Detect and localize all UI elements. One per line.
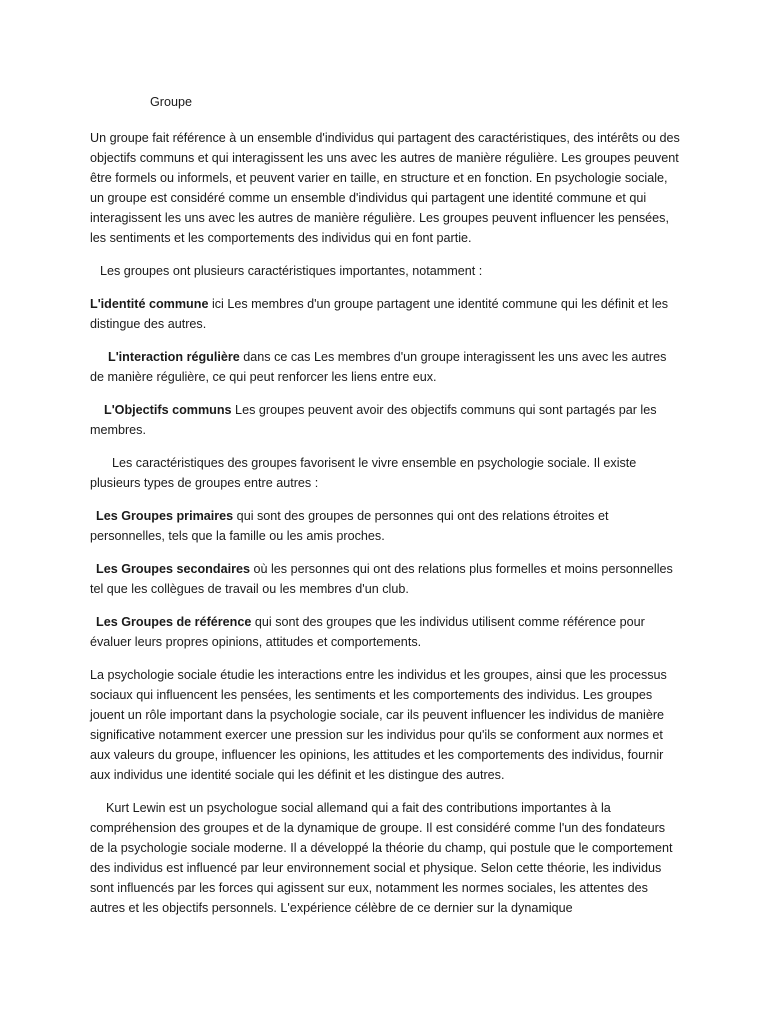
- document-title: Groupe: [150, 95, 193, 109]
- paragraph-social-psychology: La psychologie sociale étudie les interactions entre les individus et les groupes, ainsi que les processus sociaux qui influencent les pensées, les sentiments et les comportements des individus. Les groupes jouent un rôle important dans la psychologie sociale, car ils peuvent influencer les individus de manière significative notamment exercer une pression sur les individus pour qu'ils se conforment aux normes et aux valeurs du groupe, influencer les opinions, les attitudes et les comportements des individus, fournir aux individus une identité sociale qui les définit et les distingue des autres.: [90, 668, 667, 782]
- characteristic-text: dans ce cas Les membres d'un groupe interagissent les uns avec les autres de manière régulière, ce qui peut renforcer les liens entre eux.: [90, 350, 667, 384]
- group-type-term: Les Groupes primaires: [96, 509, 234, 523]
- group-type-item: [90, 506, 680, 546]
- characteristic-term: L'interaction régulière: [108, 350, 240, 364]
- group-type-item: [90, 612, 680, 652]
- characteristic-text: Les groupes peuvent avoir des objectifs communs qui sont partagés par les membres.: [90, 403, 657, 437]
- characteristic-item: [90, 400, 680, 440]
- group-type-term: Les Groupes de référence: [96, 615, 252, 629]
- paragraph-definition: Un groupe fait référence à un ensemble d'individus qui partagent des caractéristiques, des intérêts ou des objectifs communs et qui interagissent les uns avec les autres de manière régulière. Les groupes peuvent être formels ou informels, et peuvent varier en taille, en structure et en fonction. En psychologie sociale, un groupe est considéré comme un ensemble d'individus qui partagent une identité commune et qui interagissent les uns avec les autres de manière régulière. Les groupes peuvent influencer les pensées, les sentiments et les comportements des individus qui en font partie.: [90, 131, 680, 245]
- group-type-item: [90, 559, 680, 599]
- characteristic-term: L'identité commune: [90, 297, 209, 311]
- characteristic-item: [90, 347, 680, 387]
- characteristic-term: L'Objectifs communs: [104, 403, 232, 417]
- paragraph-characteristics-intro: Les groupes ont plusieurs caractéristiques importantes, notamment :: [100, 264, 483, 278]
- characteristic-item: [90, 294, 680, 334]
- document-page: [90, 92, 680, 931]
- paragraph-kurt-lewin: Kurt Lewin est un psychologue social allemand qui a fait des contributions importantes à la compréhension des groupes et de la dynamique de groupe. Il est considéré comme l'un des fondateurs de la psychologie sociale moderne. Il a développé la théorie du champ, qui postule que le comportement des individus est influencé par leur environnement social et physique. Selon cette théorie, les individus sont influencés par les forces qui agissent sur eux, notamment les normes sociales, les attentes des autres et les objectifs personnels. L'expérience célèbre de ce dernier sur la dynamique: [90, 801, 673, 915]
- characteristic-text: ici Les membres d'un groupe partagent une identité commune qui les définit et les distingue des autres.: [90, 297, 668, 331]
- group-type-text: où les personnes qui ont des relations plus formelles et moins personnelles tel que les collègues de travail ou les membres d'un club.: [90, 562, 673, 596]
- group-type-text: qui sont des groupes de personnes qui ont des relations étroites et personnelles, tels que la famille ou les amis proches.: [90, 509, 609, 543]
- group-type-text: qui sont des groupes que les individus utilisent comme référence pour évaluer leurs propres opinions, attitudes et comportements.: [90, 615, 645, 649]
- paragraph-types-intro: Les caractéristiques des groupes favorisent le vivre ensemble en psychologie sociale. Il existe plusieurs types de groupes entre autres :: [90, 456, 637, 490]
- group-type-term: Les Groupes secondaires: [96, 562, 250, 576]
